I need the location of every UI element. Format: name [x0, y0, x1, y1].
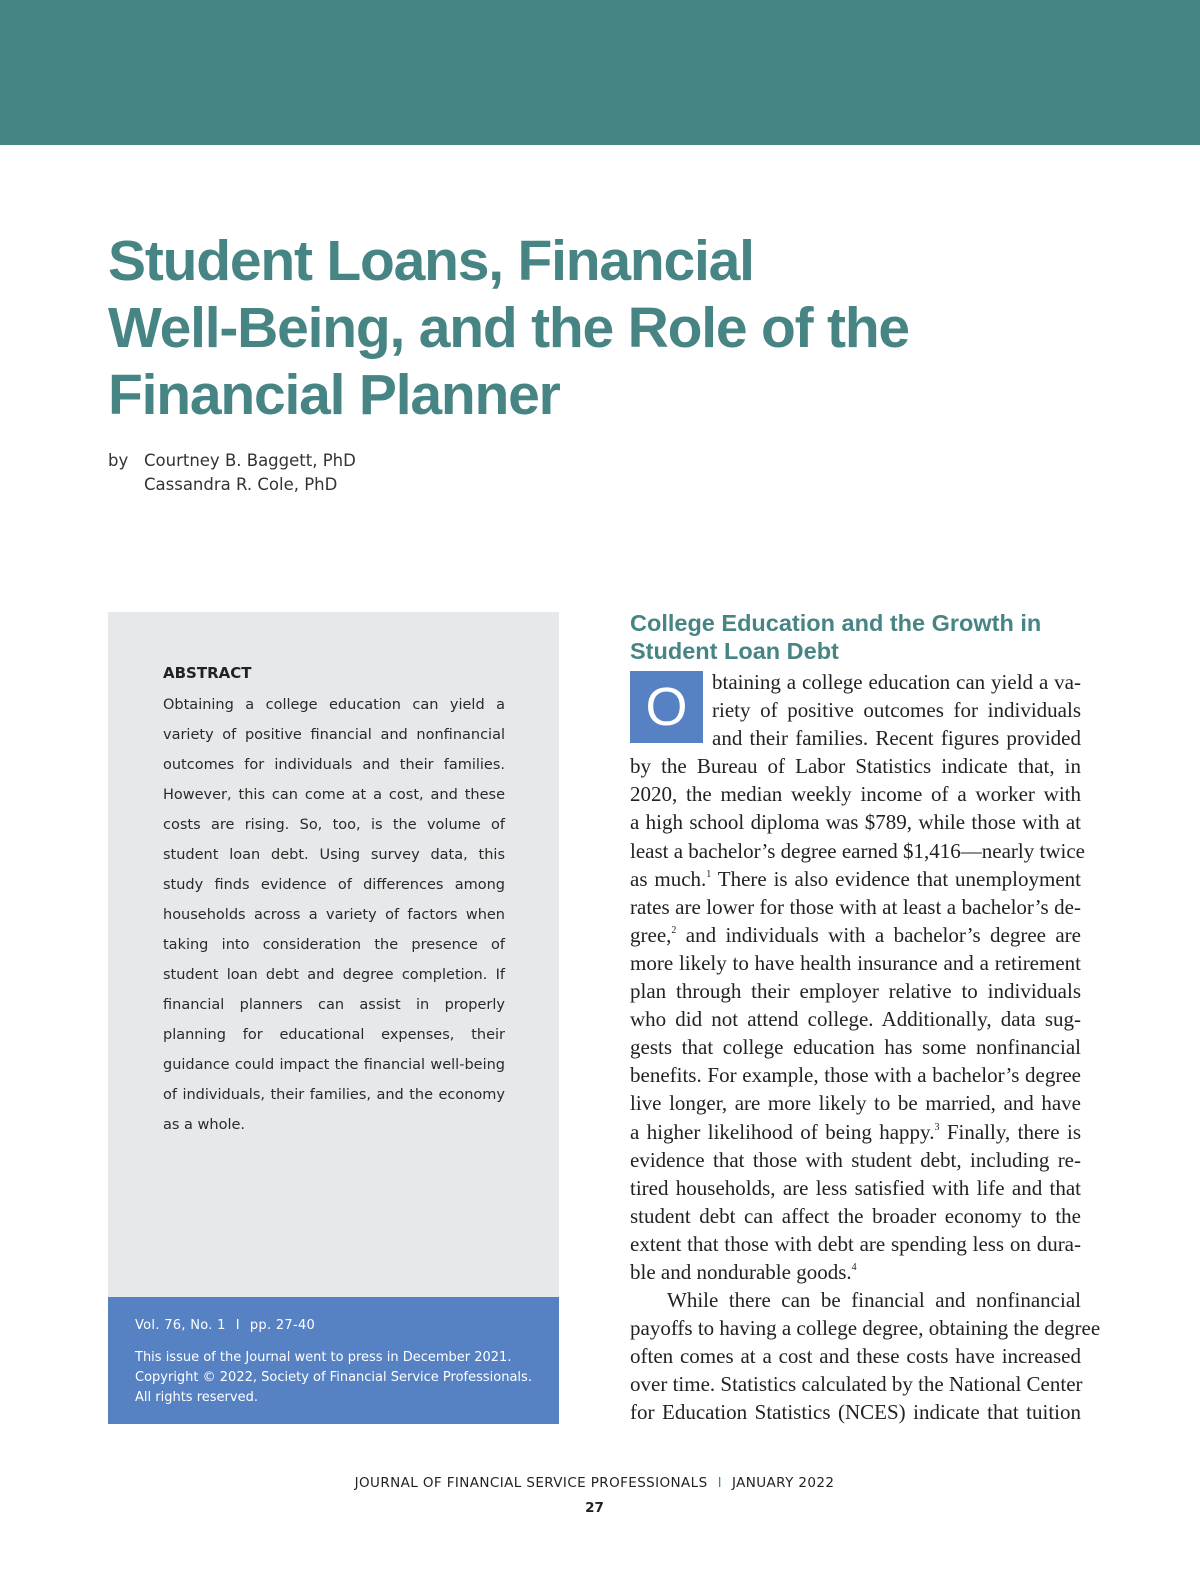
issue-note: Copyright © 2022, Society of Financial Service Professionals. [135, 1370, 532, 1385]
issue-notes [135, 1348, 550, 1408]
article-line [630, 1258, 1081, 1286]
article-line-text: rates are lower for those with at least a bachelor’s de- [630, 894, 1081, 919]
article-line [630, 949, 1081, 977]
article-line-text: live longer, are more likely to be married, and have [630, 1091, 1081, 1116]
issue-note: This issue of the Journal went to press in December 2021. [135, 1350, 512, 1365]
article-line [630, 1089, 1081, 1117]
article-line [630, 696, 1081, 724]
title-line: Well-Being, and the Role of the [108, 296, 909, 360]
article-line-text: extent that those with debt are spending less on dura- [630, 1231, 1081, 1256]
issue-info-box [108, 1297, 559, 1424]
article-line-text: who did not attend college. Additionally, data sug- [630, 1007, 1081, 1032]
article-line-text: gests that college education has some nonfinancial [630, 1035, 1081, 1060]
section-heading-line: College Education and the Growth in [630, 610, 1042, 636]
article-line-text: ble and nondurable goods. [630, 1259, 852, 1284]
article-line [630, 1370, 1081, 1398]
article-body [630, 668, 1101, 1427]
article-line [630, 1314, 1101, 1342]
author-name: Courtney B. Baggett, PhD [144, 451, 356, 470]
article-line-text: btaining a college education can yield a va- [712, 670, 1081, 694]
drop-cap: O [630, 671, 703, 743]
article-line-text: gree, [630, 922, 672, 947]
article-line [630, 808, 1081, 836]
issue-note: All rights reserved. [135, 1390, 258, 1405]
footer-separator: I [717, 1475, 722, 1491]
issue-volume-line [135, 1318, 315, 1333]
article-line [630, 1005, 1081, 1033]
article-line [630, 1398, 1081, 1426]
article-line-text: student debt can affect the broader economy to the [630, 1203, 1081, 1228]
issue-separator: I [235, 1318, 240, 1333]
article-line [630, 921, 1081, 949]
title-line: Student Loans, Financial [108, 229, 754, 293]
article-line-text: evidence that those with student debt, including re- [630, 1147, 1081, 1172]
article-line-text: and individuals with a bachelor’s degree are [676, 922, 1081, 947]
section-heading-line: Student Loan Debt [630, 638, 839, 664]
article-line [630, 724, 1081, 752]
article-line-text: often comes at a cost and these costs have increased [630, 1344, 1081, 1369]
article-line [630, 865, 1081, 893]
article-line [630, 1118, 1081, 1146]
article-line-text: and their families. Recent figures provided [712, 726, 1081, 751]
article-line-text: plan through their employer relative to individuals [630, 979, 1081, 1004]
footnote-ref: 3 [934, 1121, 940, 1133]
article-title [108, 228, 1008, 429]
author-list [144, 449, 356, 497]
abstract-text: Obtaining a college education can yield a variety of positive financial and nonfinancial outcomes for individuals and their families. However, this can come at a cost, and these costs are rising. So, too, is the volume of student loan debt. Using survey data, this study finds evidence of differences among households across a variety of factors when taking into consideration the presence of student loan debt and degree completion. If financial planners can assist in properly planning for educational expenses, their guidance could impact the financial well-being of individuals, their families, and the economy as a whole. [163, 697, 505, 1133]
title-line: Financial Planner [108, 363, 560, 427]
article-line [630, 668, 1081, 696]
article-line-text: a higher likelihood of being happy. [630, 1119, 935, 1144]
article-line-text: While there can be financial and nonfinancial [667, 1288, 1081, 1313]
article-line-text: tired households, are less satisfied with life and that [630, 1175, 1081, 1200]
article-line [630, 1146, 1081, 1174]
author-name: Cassandra R. Cole, PhD [144, 475, 338, 494]
article-line-text: riety of positive outcomes for individuals [712, 698, 1081, 723]
article-line [630, 1033, 1081, 1061]
article-line [630, 977, 1081, 1005]
article-line-text: There is also evidence that unemployment [711, 866, 1081, 891]
article-line-text: payoffs to having a college degree, obtaining the degree [630, 1316, 1101, 1341]
footnote-ref: 4 [851, 1261, 857, 1273]
issue-volume: Vol. 76, No. 1 [135, 1318, 226, 1333]
article-line-text: for Education Statistics (NCES) indicate that tuition [630, 1400, 1081, 1425]
article-line-text: as much. [630, 866, 707, 891]
issue-date: JANUARY 2022 [731, 1475, 835, 1491]
section-heading [630, 609, 1090, 665]
page-number: 27 [585, 1500, 604, 1516]
footnote-ref: 2 [671, 924, 677, 936]
article-line-text: over time. Statistics calculated by the National Center [630, 1372, 1083, 1397]
footnote-ref: 1 [706, 868, 712, 880]
byline-prefix: by [108, 451, 129, 470]
issue-pages: pp. 27-40 [249, 1318, 316, 1333]
article-line [630, 837, 1085, 865]
page-footer [0, 1475, 1189, 1491]
journal-name: JOURNAL OF FINANCIAL SERVICE PROFESSIONALS [354, 1475, 708, 1491]
article-line [630, 1174, 1081, 1202]
article-line-text: 2020, the median weekly income of a worker with [630, 782, 1081, 807]
article-line [630, 1202, 1081, 1230]
article-line [630, 780, 1081, 808]
abstract-heading: ABSTRACT [163, 664, 252, 682]
article-line-text: least a bachelor’s degree earned $1,416—nearly twice [630, 838, 1085, 863]
article-line [630, 1230, 1081, 1258]
article-line-text: Finally, there is [939, 1119, 1081, 1144]
article-line [630, 752, 1081, 780]
article-line-text: benefits. For example, those with a bachelor’s degree [630, 1063, 1081, 1088]
article-line [630, 893, 1081, 921]
article-line-text: by the Bureau of Labor Statistics indicate that, in [630, 754, 1081, 779]
header-band [0, 0, 1200, 145]
article-line [630, 1061, 1081, 1089]
article-line-text: more likely to have health insurance and a retirement [630, 950, 1081, 975]
article-line [630, 1342, 1081, 1370]
article-line-text: a high school diploma was $789, while those with at [630, 810, 1081, 835]
article-line [630, 1286, 1081, 1314]
